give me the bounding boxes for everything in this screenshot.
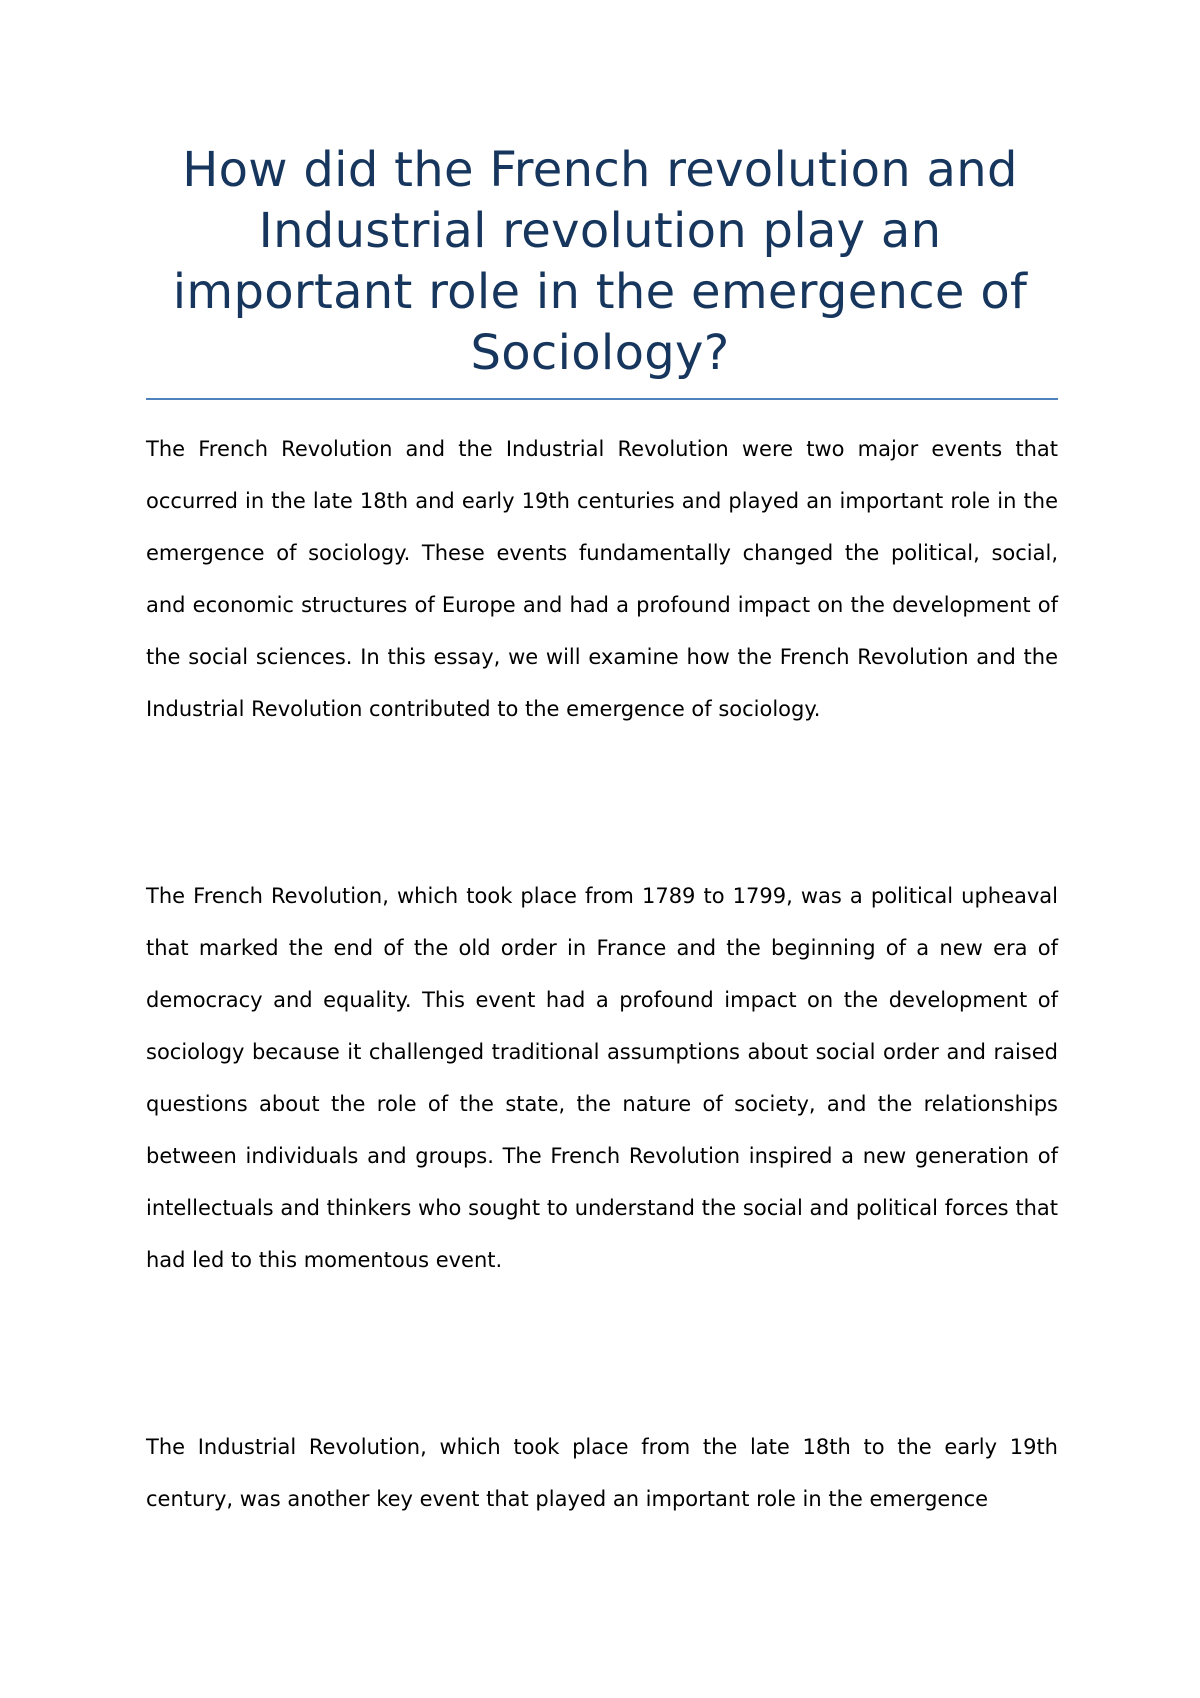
body-paragraph-2: The French Revolution, which took place from 1789 to 1799, was a political upheaval that marked the end of the old order in France and the beginning of a new era of democracy and equality. This event had a profound impact on the development of sociology because it challenged traditional assumptions about social order and raised questions about the role of the state, the nature of society, and the relationships between individuals and groups. The French Revolution inspired a new generation of intellectuals and thinkers who sought to understand the social and political forces that had led to this momentous event. xyxy=(146,884,1058,1272)
body-paragraph-3: The Industrial Revolution, which took place from the late 18th to the early 19th century, was another key event that played an important role in the emergence xyxy=(146,1435,1058,1511)
document-title: How did the French revolution and Industrial revolution play an important role in the emergence of Sociology? xyxy=(172,142,1028,381)
title-underline-divider xyxy=(146,398,1058,400)
body-paragraph-1: The French Revolution and the Industrial Revolution were two major events that occurred in the late 18th and early 19th centuries and played an important role in the emergence of sociology. These events fundamentally changed the political, social, and economic structures of Europe and had a profound impact on the development of the social sciences. In this essay, we will examine how the French Revolution and the Industrial Revolution contributed to the emergence of sociology. xyxy=(146,437,1058,721)
